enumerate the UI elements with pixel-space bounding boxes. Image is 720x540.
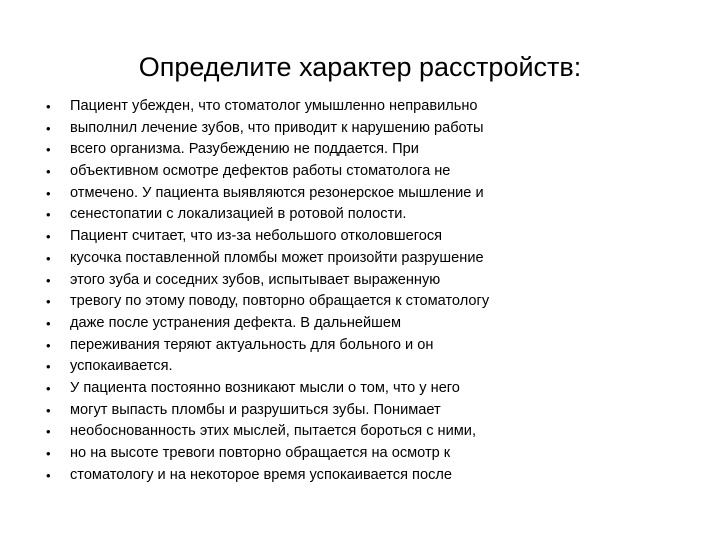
list-item bbox=[40, 378, 680, 400]
list-item bbox=[40, 248, 680, 270]
bullet-icon: • bbox=[46, 164, 51, 180]
bullet-icon: • bbox=[46, 446, 51, 461]
list-item bbox=[40, 96, 680, 118]
list-item bbox=[40, 400, 680, 422]
list-item-text: переживания теряют актуальность для больного и он bbox=[70, 336, 434, 353]
list-item bbox=[40, 270, 680, 292]
list-item bbox=[40, 118, 680, 140]
bullet-icon: • bbox=[46, 294, 51, 310]
list-item bbox=[40, 443, 680, 465]
bullet-icon: • bbox=[46, 467, 51, 483]
list-item-text: отмечено. У пациента выявляются резонерское мышление и bbox=[70, 184, 484, 201]
list-item bbox=[40, 226, 680, 248]
bullet-icon: • bbox=[46, 229, 51, 245]
bullet-icon: • bbox=[46, 272, 51, 288]
list-item bbox=[40, 313, 680, 335]
bullet-icon: • bbox=[46, 142, 51, 158]
list-item bbox=[40, 139, 680, 161]
list-item-text: тревогу по этому поводу, повторно обращается к стоматологу bbox=[70, 293, 490, 310]
list-item-text: этого зуба и соседних зубов, испытывает выраженную bbox=[70, 271, 441, 288]
bullet-icon: • bbox=[46, 207, 51, 223]
bullet-icon: • bbox=[46, 337, 51, 353]
list-item bbox=[40, 335, 680, 357]
list-item bbox=[40, 161, 680, 183]
list-item-text: всего организма. Разубеждению не поддается. При bbox=[70, 141, 419, 158]
list-item bbox=[40, 465, 680, 487]
list-item-text: но на высоте тревоги повторно обращается на осмотр к bbox=[70, 445, 451, 461]
list-item-text: необоснованность этих мыслей, пытается бороться с ними, bbox=[70, 423, 477, 440]
list-item bbox=[40, 356, 680, 378]
list-item-text: даже после устранения дефекта. В дальнейшем bbox=[70, 314, 402, 331]
bullet-icon: • bbox=[46, 185, 51, 201]
list-item-text: объективном осмотре дефектов работы стоматолога не bbox=[70, 163, 451, 180]
list-item bbox=[40, 183, 680, 205]
bullet-icon: • bbox=[46, 315, 51, 331]
list-item-text: могут выпасть пломбы и разрушиться зубы. Понимает bbox=[70, 401, 441, 418]
list-item-text: кусочка поставленной пломбы может произойти разрушение bbox=[70, 249, 484, 266]
bullet-icon: • bbox=[46, 120, 51, 136]
list-item-text: сенестопатии с локализацией в ротовой полости. bbox=[70, 206, 407, 223]
list-item-text: стоматологу и на некоторое время успокаивается после bbox=[70, 466, 453, 483]
list-item bbox=[40, 421, 680, 443]
bullet-icon: • bbox=[46, 250, 51, 266]
list-item-text: Пациент считает, что из-за небольшого отколовшегося bbox=[70, 228, 443, 245]
list-item-text: Пациент убежден, что стоматолог умышленно неправильно bbox=[70, 98, 478, 114]
list-item bbox=[40, 204, 680, 226]
bullet-icon: • bbox=[46, 380, 51, 396]
list-item-text: выполнил лечение зубов, что приводит к нарушению работы bbox=[70, 119, 484, 136]
bullet-list bbox=[40, 96, 680, 486]
list-item bbox=[40, 291, 680, 313]
bullet-icon: • bbox=[46, 359, 51, 375]
bullet-icon: • bbox=[46, 402, 51, 418]
list-item-text: успокаивается. bbox=[70, 358, 173, 375]
bullet-icon: • bbox=[46, 424, 51, 440]
bullet-icon: • bbox=[46, 99, 51, 114]
slide-title: Определите характер расстройств: bbox=[138, 52, 582, 82]
list-item-text: У пациента постоянно возникают мысли о том, что у него bbox=[70, 379, 460, 396]
